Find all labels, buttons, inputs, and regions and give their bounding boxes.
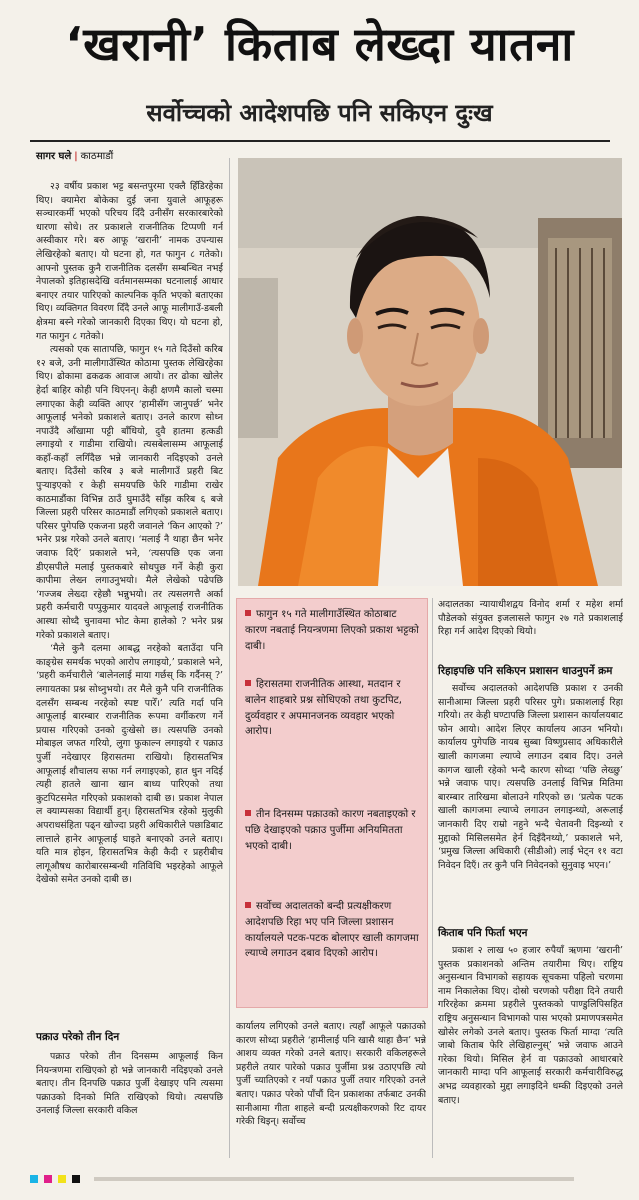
paragraph: ‘मैले कुनै दलमा आबद्ध नरहेको बताउँदा पनि काङ्ग्रेस समर्थक भएको आरोप लगाइयो,’ प्रकाशले भने, ‘प्रहरी कर्मचारीले ‘बालेनलाई माया गर्छस् कि गर्दैनस् ?’ लगायतका प्रश्न सोध्नुभयो। तर मैले कुनै पनि राजनीतिक दलसँग सम्बन्ध नरहेको स्पष्ट पारेँ।’ त्यति गर्दा पनि आफूलाई बारम्बार राजनीतिक रूपमा वर्गीकरण गर्ने प्रयास गरिएको उनको दुःखेसो छ। त्यसपछि उनको मोबाइल जफत गरियो, लुगा फुकाल्न लगाइयो र पक्राउ पुर्जी नदेखाएर हिरासतमा राखियो। हिरासतभित्र आफूलाई शौचालय सफा गर्न लगाइएको, हात धुन नदिई त्यही हातले खाना खान बाध्य पारिएको तथा कुटपिटसमेत गरिएको प्रकाशको दाबी छ। प्रकाश नेपाल ल क्याम्पसका विद्यार्थी हुन्। हिरासतभित्र रहेको मुलुकी अपराधसंहिता पढ्न खोज्दा प्रहरी अधिकारीले पछाडिबाट लात्ताले हानेर आफूलाई घाइते बनाएको उनले बताए। यति मात्र होइन, हिरासतभित्र केही कैदी र प्रहरीबीच लागूऔषध कारोबारसम्बन्धी गतिविधि भइरहेको आफूले देखेको समेत उनको दाबी छ। xyxy=(36,643,223,886)
byline xyxy=(36,150,113,164)
byline-separator: | xyxy=(74,151,78,162)
highlight-item: तीन दिनसम्म पक्राउको कारण नबताइएको र पछि देखाइएको पक्राउ पुर्जीमा अनियमितता भएको दाबी। xyxy=(245,809,416,852)
byline-place: काठमाडौं xyxy=(80,151,114,162)
body-column-2-bottom xyxy=(236,1020,426,1155)
section-heading: पक्राउ परेको तीन दिन xyxy=(36,1031,120,1043)
bullet-icon xyxy=(245,902,251,908)
bullet-icon xyxy=(245,610,251,616)
highlight-item: सर्वोच्च अदालतको बन्दी प्रत्यक्षीकरण आदेशपछि रिहा भए पनि जिल्ला प्रशासन कार्यालयले पटक-पटक बोलाएर खाली कागजमा ल्याप्चे लगाउन दबाव दिएको आरोप। xyxy=(245,901,419,960)
bullet-icon xyxy=(245,680,251,686)
body-column-3-middle xyxy=(438,682,623,910)
body-column-1 xyxy=(36,180,223,1015)
body-column-3-bottom xyxy=(438,944,623,1154)
print-color-bar xyxy=(30,1168,610,1176)
byline-author: सागर घले xyxy=(36,151,72,162)
headline-rule xyxy=(30,140,610,142)
column-divider xyxy=(229,158,230,1158)
paragraph: पक्राउ परेको तीन दिनसम्म आफूलाई किन नियन्त्रणमा राखिएको हो भन्ने जानकारी नदिइएको उनले बताए। तीन दिनपछि पक्राउ पुर्जी देखाइए पनि त्यसमा पक्राउको दिनको मिति राखिएको थियो। त्यसपछि उनलाई जिल्ला सरकारी वकिल xyxy=(36,1051,223,1117)
body-column-3-top xyxy=(438,598,623,650)
body-column-1-continued xyxy=(36,1050,223,1155)
paragraph: अदालतका न्यायाधीशद्वय विनोद शर्मा र महेश शर्मा पौडेलको संयुक्त इजलासले फागुन २७ गते प्रकाशलाई रिहा गर्न आदेश दिएको थियो। xyxy=(438,599,623,638)
paragraph: प्रकाश २ लाख ५० हजार रुपैयाँ ऋणमा ‘खरानी’ पुस्तक प्रकाशनको अन्तिम तयारीमा थिए। राष्ट्रिय अनुसन्धान विभागको सहायक सूचकमा पहिलो चरणमा नाम निकालेका थिए। दोस्रो चरणको परीक्षा दिने तयारी गरिरहेका क्रममा प्रहरीले पुस्तकको पाण्डुलिपिसहित राष्ट्रिय अनुसन्धान विभागको पास भएको प्रमाणपत्रसमेत खोसेर लगेको उनले बताए। पुस्तक फिर्ता माग्दा ‘त्यति जाबो किताब फेरि लेखिहाल्नुस्’ भन्ने जवाफ आउने गरेका थियो। मिसिल हेर्न वा पक्राउको आधारबारे जानकारी माग्दा पनि आफूलाई सरकारी कर्मचारीविरुद्ध अभद्र व्यवहारको मुद्दा लगाइदिने धम्की दिइएको उनले बताए। xyxy=(438,945,623,1106)
article-headline: ‘खरानी’ किताब लेख्दा यातना xyxy=(65,17,574,71)
section-heading: किताब पनि फिर्ता भएन xyxy=(438,927,528,939)
paragraph: २३ वर्षीय प्रकाश भट्ट बसन्तपुरमा एक्लै हिँडिरहेका थिए। क्यामेरा बोकेका दुई जना युवाले आफूहरू सञ्चारकर्मी भएको परिचय दिँदै उनीसँग सरकारबारेको धारणा सोधे। तर प्रकाशले राजनीतिक टिप्पणी गर्न अस्वीकार गरे। बरु आफू ‘खरानी’ नामक उपन्यास लेखिरहेको बताए। यो घटना हो, गत फागुन ८ गतेको। आफ्नो पुस्तक कुनै राजनीतिक दलसँग सम्बन्धित नभई नेपालको इतिहासदेखि वर्तमानसम्मका घटनालाई आधार बनाएर तयार पारिएको काल्पनिक कृति भएको बताएका थिए। व्यक्तिगत विवरण दिँदै उनले आफू मालीगाउँ-डबलीे क्षेत्रमा बस्ने गरेको जानकारी दिएका थिए। यो घटना हो, गत फागुन ८ गतेको। xyxy=(36,181,223,342)
section-heading: रिहाइपछि पनि सकिएन प्रशासन धाउनुपर्ने क्रम xyxy=(438,665,613,677)
portrait-illustration xyxy=(238,158,622,586)
paragraph: सर्वोच्च अदालतको आदेशपछि प्रकाश र उनकी सानीआमा जिल्ला प्रहरी परिसर पुगे। प्रकाशलाई रिहा गरियो। तर केही घण्टापछि जिल्ला प्रशासन कार्यालयबाट फोन आयो। आदेश लिएर कार्यालय आउन भनियो। कार्यालय पुगेपछि नायब सुब्बा विष्णुप्रसाद अधिकारीले खाली कागजमा ल्याप्चे लगाउन दबाव दिए। उनले कागज खाली रहेको भन्दै कारण सोध्दा ‘पछि लेख्छु’ भन्ने जवाफ पाए। त्यसपछि उनलाई विभिन्न मितिमा बारम्बार तारिखमा बोलाउने गरिएको छ। ‘प्रत्येक पटक खाली कागजमा ल्याप्चे लगाउन लगाइन्थ्यो, अरूलाई जानकारी दिए राम्रो नहुने भन्दै चेतावनी दिइन्थ्यो र मुद्दाको मिसिलसमेत हेर्न दिइँदैनथ्यो,’ प्रकाशले भने, ‘प्रमुख जिल्ला अधिकारी (सीडीओ) लाई भेट्न ११ वटा निवेदन दिएँ। तर कुनै पनि निवेदनको सुनुवाइ भएन।’ xyxy=(438,683,623,871)
highlights-box xyxy=(236,598,428,1008)
article-subheadline: सर्वोच्चको आदेशपछि पनि सकिएन दुःख xyxy=(146,99,493,127)
article-photo xyxy=(238,158,622,586)
column-divider xyxy=(432,598,433,1158)
paragraph: त्यसको एक सातापछि, फागुन १५ गते दिउँसो करिब १२ बजे, उनी मालीगाउँस्थित कोठामा पुस्तक लेखिरहेका थिए। ढोकामा ढकढक आवाज आयो। तर ढोका खोलेर हेर्दा बाहिर कोही पनि थिएनन्। केही क्षणमै कालो चस्मा लगाएका केही व्यक्ति आएर ‘हामीसँग जानुपर्छ’ भनेर आफूलाई भनेको प्रकाशले बताए। उनले कारण सोध्न नपाउँदै आँखामा पट्टी बाँधियो, दुवै हातमा हत्कडी लगाइयो र गाडीमा राखियो। त्यसबेलासम्म आफूलाई कहाँ-कहाँ लगिँदैछ भन्ने जानकारी नदिइएको उनले बताए। दिउँसो करिब ३ बजे मालीगाउँ प्रहरी बिट पुऱ्याइएको र केही समयपछि फेरि गाडीमा राखेर काठमाडौंका विभिन्न ठाउँ घुमाउँदै साँझ करिब ६ बजे जिल्ला प्रहरी परिसर काठमाडौं लगिएको प्रकाशले बताए। परिसर पुगेपछि एकजना प्रहरी जवानले ‘किन आएको ?’ भनेर प्रश्न गरेको उनले बताए। ‘मलाई नै थाहा छैन भनेर जवाफ दिएँ’ प्रकाशले भने, ‘त्यसपछि एक जना डीएसपीले मलाई पुस्तकबारे सोधपुछ गर्ने केही कुरा कापीमा लेख्न लगाउनुभयो। मैले लेखेको पढेपछि ‘गज्जब लेख्दा रहेछौ भन्नुभयो। तर त्यसलगत्तै अर्का प्रहरी कर्मचारी पप्पुकुमार यादवले आफूलाई राजनीतिक आस्था सोध्दै चुनावमा भोट केमा हालेको ? भनेर प्रश्न गरेको प्रकाशले बताए। xyxy=(36,344,223,641)
paragraph: कार्यालय लगिएको उनले बताए। त्यहाँ आफूले पक्राउको कारण सोध्दा प्रहरीले ‘हामीलाई पनि खासै थाहा छैन’ भन्ने आशय व्यक्त गरेको उनले बताए। सरकारी वकिलहरूले प्रहरीले तयार पारेको पक्राउ पुर्जीमा प्रश्न उठाएपछि त्यो पुर्जी च्यातिएको र नयाँ पक्राउ पुर्जी तयार गरिएको उनले बताए। पक्राउ परेको पाँचौं दिन प्रकाशका तर्फबाट उनकी सानीआमा गीता शाहले बन्दी प्रत्यक्षीकरणको रिट दायर गरेकी थिइन्। सर्वोच्च xyxy=(236,1021,426,1128)
bullet-icon xyxy=(245,810,251,816)
highlight-item: फागुन १५ गते मालीगाउँस्थित कोठाबाट कारण नबताई नियन्त्रणमा लिएको प्रकाश भट्टको दाबी। xyxy=(245,609,419,652)
highlight-item: हिरासतमा राजनीतिक आस्था, मतदान र बालेन शाहबारे प्रश्न सोधिएको तथा कुटपिट, दुर्व्यवहार र अपमानजनक व्यवहार भएको आरोप। xyxy=(245,679,403,738)
